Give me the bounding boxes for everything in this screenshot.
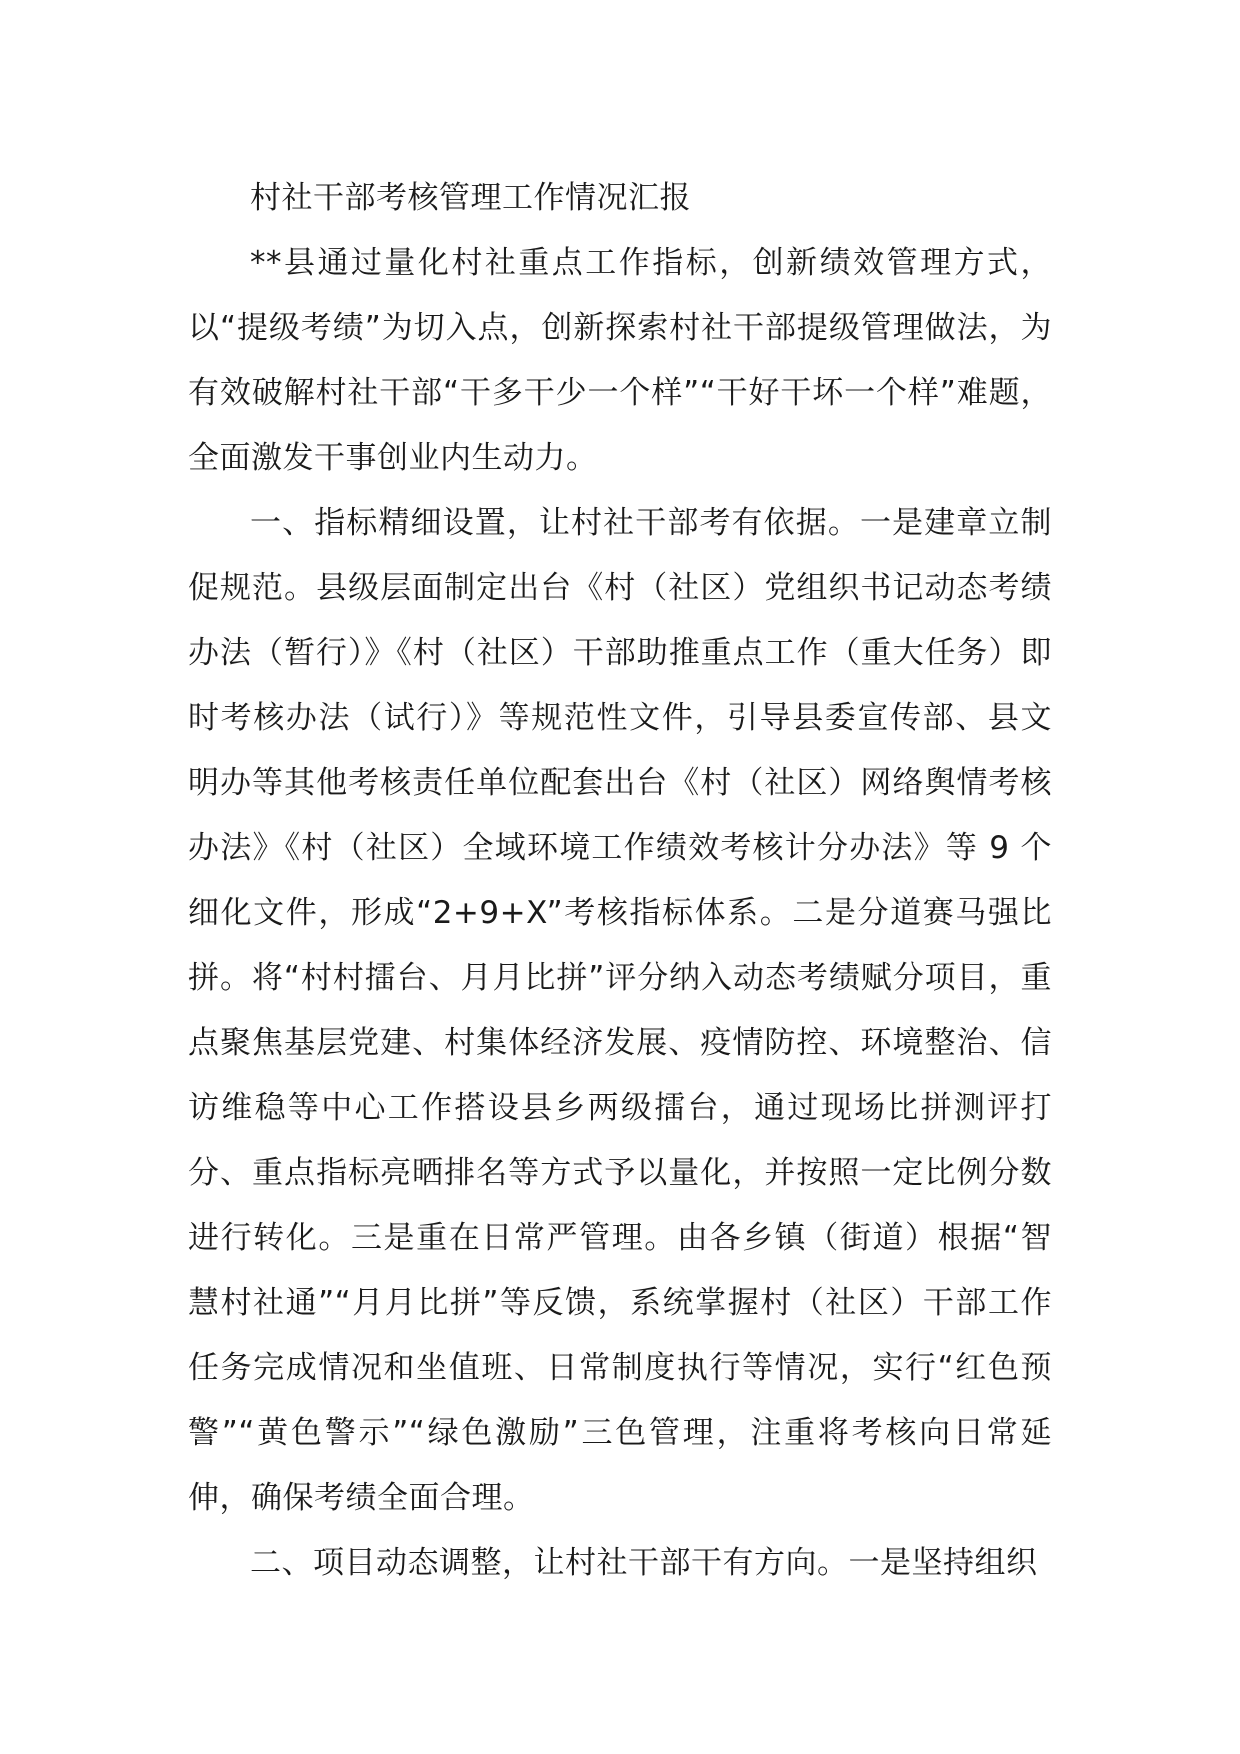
section-two-paragraph: 二、项目动态调整，让村社干部干有方向。一是坚持组织 — [250, 1545, 1038, 1581]
document-title: 村社干部考核管理工作情况汇报 — [250, 180, 691, 216]
intro-paragraph: **县通过量化村社重点工作指标，创新绩效管理方式，以“提级考绩”为切入点，创新探索村社干部提级管理做法，为有效破解村社干部“干多干少一个样”“干好干坏一个样”难题，全面激发干事创业内生动力。 — [188, 245, 1052, 476]
document-body — [188, 166, 1052, 1596]
section-one-paragraph: 一、指标精细设置，让村社干部考有依据。一是建章立制促规范。县级层面制定出台《村（社区）党组织书记动态考绩办法（暂行）》《村（社区）干部助推重点工作（重大任务）即时考核办法（试行）》等规范性文件，引导县委宣传部、县文明办等其他考核责任单位配套出台《村（社区）网络舆情考核办法》《村（社区）全域环境工作绩效考核计分办法》等 9 个细化文件，形成“2+9+X”考核指标体系。二是分道赛马强比拼。将“村村擂台、月月比拼”评分纳入动态考绩赋分项目，重点聚焦基层党建、村集体经济发展、疫情防控、环境整治、信访维稳等中心工作搭设县乡两级擂台，通过现场比拼测评打分、重点指标亮晒排名等方式予以量化，并按照一定比例分数进行转化。三是重在日常严管理。由各乡镇（街道）根据“智慧村社通”“月月比拼”等反馈，系统掌握村（社区）干部工作任务完成情况和坐值班、日常制度执行等情况，实行“红色预警”“黄色警示”“绿色激励”三色管理，注重将考核向日常延伸，确保考绩全面合理。 — [188, 505, 1052, 1516]
